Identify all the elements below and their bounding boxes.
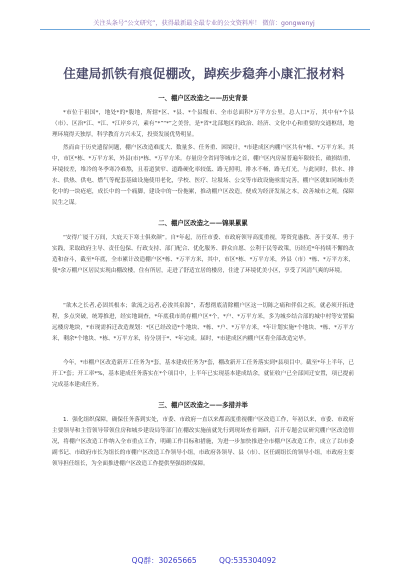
paragraph: “欲木之长者,必固其根本；欲流之远者,必浚其泉源”，若想彻底清除棚户区这一切陈之痛和伴侣之疾，就必须开拓进程，多点突破，统筹推进，经实地调查，*年底我市尚存棚户区*个，*户、*万平方米，多为城乡结合部的城中村等安置偏远楼房地块，*市现需拆迁改造规划：*区已经改造*个地块、*栋、*户、*万平方米，*年计划实施*个地块、*栋、*万平方米，剩余*个地块、*栋、*万平方米，待分别于*、*年完成。届时，*市建成区内棚户区将全部改造完毕。 [52, 303, 354, 342]
document-title: 住建局抓铁有痕促棚改，踔疾步稳奔小康汇报材料 [63, 66, 345, 81]
section-heading: 二、棚户区改造之——锦果累累 [158, 219, 248, 227]
section-heading: 三、棚户区改造之——多措并举 [158, 401, 248, 409]
footer-contact [0, 555, 408, 566]
document-body [52, 84, 354, 483]
qq-text: QQ:535304092 [219, 556, 277, 565]
paragraph: 今年，*市棚户区改造新开工任务为*套，基本建成任务为*套，棚改新开工任务落实到*县项目中。截至*年上半年，已开工*套；开工率*%，基本建成任务落实在*个项目中，上半年已实现基本建成结余，就征收户已全部回迁安置，项已提前完成基本建成任务。 [52, 360, 354, 388]
header-rule [40, 29, 370, 30]
section-heading: 一、棚户区改造之——历史背景 [158, 94, 248, 102]
paragraph: “安得广厦千万间，大庇天下寒士俱欢颜”。自*年起，历任市委、市政府领导高度重视，筹资党惠救、善于变革、勇于实践，采取政府主导、责任包保、行政支持、部门配合、优化服务、群众自愿、公利于民等政策，历经近*年持续不懈的改造和奋斗，截至*年底，全市累计改造棚户区*栋、*万平方米，其中，市区*栋、*万平方米，外县（市）*栋、*万平方米，使*余万棚户区居民实现由棚改楼，住有所居，走进了舒适宜居的楼房，住进了环境优美小区，享受了风清气爽的环境。 [52, 235, 354, 274]
paragraph: 1．强化组织保障，确保任务落到实处，市委、市政府一直以来都高度重视棚户区改造工作，年初以来，市委、市政府主要领导和主管领导带领住房和城乡建设局等部门在棚改实施前就先行到现场查看调研，召开专题会议研究棚户区改造情况，将棚户区改造工作纳入全市重点工作，明确工作目标和措施，为进一步加快推进全市棚户区改造工作，成立了以市委副书记、市政府市长为组长的市棚户区改造工作领导小组，市政府各领导、县（市）、区任副组长的领导小组，市政府主要领导担任组长，为全面推进棚户区改造工作提供坚强组织保障。 [52, 417, 354, 467]
qq-group-text: QQ群：30265665 [131, 556, 197, 565]
paragraph: 然而由于历史遗留问题，棚户区改造难度大、数量多、任务重、困境计，*市建成区内棚户区共有*栋、*万平方米。其中，市区*栋、*万平方米，外县(市)*栋、*万平方米。存量房全省同等城市之首，棚户区内房屋普遍年限较长，破损结重，环境较差，堆冷的冬季寒冷难熬，且着道狭窄、道路硬化率较低、路无照明，排水不畅，路无灯光，与此同时，供水、排水、供热、供电、燃气等配套基础设施使用老化，学校、医疗、垃圾场、公交等市政设施亟需完善，棚户区就如同城市美化中的一块疮疤，成长中的一个痛脚，建设中的一份拖累，推动棚户区改造，便成为经济发展之本，改善城市之观，保障民生之谋。 [52, 145, 354, 206]
header-banner: 关注头条号“公文研究”，获得最新最全最专业的公文资料库！ 微信：gongwenyj [93, 20, 315, 27]
paragraph: *市位于祖国*，地处*的*腹地，所辖*区、*县、*个县级市、全市总面积*万平方公里，总人口*万，其中有*个县（市）、区治*江、*江、*江岸乡兴，素有“*”“*”之美誉，是*省*北部地区的政治、经济、文化中心和重要的交通枢纽，地理环境得天独厚，科学教育方兴未艾，投资发展优势明显。 [52, 110, 354, 138]
